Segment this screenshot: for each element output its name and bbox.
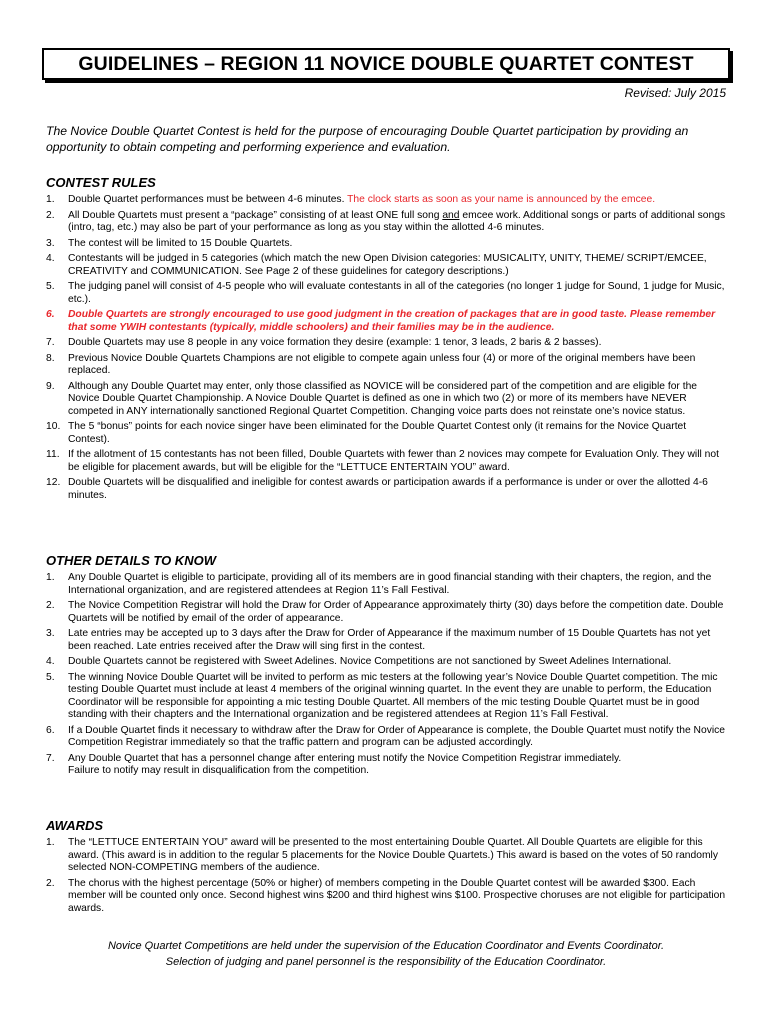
- item-number: 12.: [46, 477, 61, 488]
- item-text: Although any Double Quartet may enter, only those classified as NOVICE will be considered part of the competition and are eligible for the Novice Double Quartet Championship. A Novice Double Quartet is defined as one in which two (2) or more of its members have NEVER competed in ANY internationally sanctioned Regional Quartet Competition. Changing voice parts does not reinstate one’s novice status.: [68, 380, 698, 417]
- item-text: Double Quartets will be disqualified and ineligible for contest awards or participation awards if a performance is under or over the allotted 4-6 minutes.: [68, 477, 708, 501]
- item-number: 8.: [46, 352, 55, 364]
- page-title: GUIDELINES – REGION 11 NOVICE DOUBLE QUARTET CONTEST: [78, 52, 694, 75]
- list-item: [46, 600, 730, 625]
- item-number: 5.: [46, 671, 55, 683]
- item-text-line2: Failure to notify may result in disqualification from the competition.: [68, 765, 370, 776]
- list-item: [46, 253, 730, 278]
- revised-date: Revised: July 2015: [624, 86, 726, 100]
- contest-rules-section: [46, 175, 730, 505]
- item-number: 11.: [46, 449, 60, 460]
- item-text: Double Quartets cannot be registered with Sweet Adelines. Novice Competitions are not sanctioned by Sweet Adelines International.: [68, 656, 672, 667]
- item-text: emcee work. Additional songs or parts of additional songs (intro, tag, etc.) may also be part of your performance as long as you stay within the allotted 4-6 minutes.: [68, 209, 726, 233]
- item-number: 3.: [46, 628, 55, 639]
- list-item: [46, 878, 730, 916]
- item-underlined-text: and: [442, 209, 460, 221]
- item-text: Double Quartets are strongly encouraged to use good judgment in the creation of packages that are in good taste. Please remember that some YWIH contestants (typically, middle schoolers) and their families may be in the audience.: [68, 309, 716, 333]
- item-number: 4.: [46, 656, 55, 667]
- item-number: 2.: [46, 209, 55, 221]
- list-item: [46, 449, 730, 474]
- title-box: [42, 48, 730, 80]
- list-item: [46, 281, 730, 306]
- item-number: 6.: [46, 309, 55, 320]
- footer-note: [46, 938, 726, 970]
- item-text: If the allotment of 15 contestants has not been filled, Double Quartets with fewer than 2 novices may compete for Evaluation Only. They will not be eligible for placement awards, but will be eligible for the “LETTUCE ENTERTAIN YOU” award.: [68, 449, 719, 473]
- list-item: [46, 210, 730, 235]
- list-item: [46, 753, 730, 778]
- list-item-highlight: [46, 309, 730, 334]
- item-text: Late entries may be accepted up to 3 days after the Draw for Order of Appearance if the maximum number of 15 Double Quartets has not yet been reached. Late entries received after the Draw will sing first in the contest.: [68, 628, 711, 652]
- item-text: If a Double Quartet finds it necessary to withdraw after the Draw for Order of Appearance is complete, the Double Quartet must notify the Novice Competition Registrar immediately so that the traffic pattern and program can be adjusted accordingly.: [68, 724, 726, 748]
- item-red-text: The clock starts as soon as your name is announced by the emcee.: [347, 194, 656, 205]
- item-text: The judging panel will consist of 4-5 people who will evaluate contestants in all of the categories (no longer 1 judge for Sound, 1 judge for Music, etc.).: [68, 281, 725, 305]
- list-item: [46, 421, 730, 446]
- item-text: Contestants will be judged in 5 categories (which match the new Open Division categories: MUSICALITY, UNITY, THEME/ SCRIPT/EMCEE, CREATIVITY and COMMUNICATION. See Page 2 of these guidelines for category descriptions.): [68, 253, 707, 277]
- item-text: The Novice Competition Registrar will hold the Draw for Order of Appearance approximately thirty (30) days before the competition date. Double Quartets will be notified by email of the order of appearance.: [68, 600, 724, 624]
- list-item: [46, 656, 730, 669]
- item-number: 9.: [46, 380, 55, 392]
- item-number: 1.: [46, 837, 55, 848]
- awards-list: [46, 837, 730, 915]
- other-details-heading: OTHER DETAILS TO KNOW: [46, 553, 216, 568]
- list-item: [46, 238, 730, 251]
- item-number: 5.: [46, 281, 55, 292]
- intro-paragraph: The Novice Double Quartet Contest is held for the purpose of encouraging Double Quartet participation by providing an opportunity to obtain competing and performing experience and evaluation.: [46, 124, 689, 154]
- list-item: [46, 725, 730, 750]
- item-number: 2.: [46, 600, 55, 611]
- list-item: [46, 477, 730, 502]
- item-text: The chorus with the highest percentage (50% or higher) of members competing in the Double Quartet contest will be awarded $300. Each member will be counted only once. Second highest wins $200 and third highest wins $100. Prospective choruses are not eligible for participation awards.: [68, 877, 726, 914]
- item-number: 1.: [46, 572, 55, 583]
- list-item: [46, 337, 730, 350]
- item-number: 6.: [46, 724, 55, 736]
- item-text: The 5 “bonus” points for each novice singer have been eliminated for the Double Quartet Contest only (it remains for the Novice Quartet Contest).: [68, 421, 687, 445]
- list-item: [46, 837, 730, 875]
- list-item: [46, 194, 730, 207]
- item-number: 1.: [46, 194, 55, 205]
- item-number: 7.: [46, 752, 55, 764]
- footer-line-2: Selection of judging and panel personnel is the responsibility of the Education Coordinator.: [165, 956, 607, 968]
- list-item: [46, 672, 730, 722]
- item-text: The contest will be limited to 15 Double Quartets.: [68, 237, 293, 249]
- item-number: 4.: [46, 253, 55, 264]
- item-number: 3.: [46, 237, 55, 249]
- item-number: 10.: [46, 421, 61, 432]
- item-text: Any Double Quartet that has a personnel change after entering must notify the Novice Competition Registrar immediately.: [68, 752, 622, 764]
- item-number: 7.: [46, 337, 55, 348]
- awards-heading: AWARDS: [46, 818, 104, 833]
- item-text: The winning Novice Double Quartet will be invited to perform as mic testers at the following year’s Novice Double Quartet competition. The mic testing Double Quartet must include at least 4 members of the original winning quartet. In the event they are unable to perform, the Education Coordinator will be responsible for appointing a mic testing Double Quartet. All members of the mic testing Double Quartet must be in good standing with their chapters and the International organization and be registered attendees at Region 11’s Fall Festival.: [68, 671, 718, 720]
- awards-section: [46, 818, 730, 918]
- item-text: The “LETTUCE ENTERTAIN YOU” award will be presented to the most entertaining Double Quartet. All Double Quartets are eligible for this award. (This award is in addition to the regular 5 placements for the Novice Double Quartets.) This award is based on the votes of 50 randomly selected NON-COMPETING members of the audience.: [68, 837, 718, 873]
- contest-rules-heading: CONTEST RULES: [46, 175, 156, 190]
- other-details-list: [46, 572, 730, 778]
- list-item: [46, 572, 730, 597]
- list-item: [46, 628, 730, 653]
- list-item: [46, 381, 730, 419]
- footer-line-1: Novice Quartet Competitions are held under the supervision of the Education Coordinator and Events Coordinator.: [107, 940, 665, 952]
- item-text: Double Quartet performances must be between 4-6 minutes.: [68, 194, 345, 205]
- item-number: 2.: [46, 877, 55, 889]
- item-text: Any Double Quartet is eligible to participate, providing all of its members are in good financial standing with their chapters, the region, and the International organization, and are registered attendees at Region 11’s Fall Festival.: [68, 572, 712, 596]
- item-text: Double Quartets may use 8 people in any voice formation they desire (example: 1 tenor, 3 leads, 2 baris & 2 basses).: [68, 337, 602, 348]
- contest-rules-list: [46, 194, 730, 502]
- other-details-section: [46, 553, 730, 781]
- item-text: All Double Quartets must present a “package” consisting of at least ONE full song: [68, 209, 440, 221]
- list-item: [46, 353, 730, 378]
- item-text: Previous Novice Double Quartets Champions are not eligible to compete again unless four (4) or more of the original members have been replaced.: [68, 352, 696, 376]
